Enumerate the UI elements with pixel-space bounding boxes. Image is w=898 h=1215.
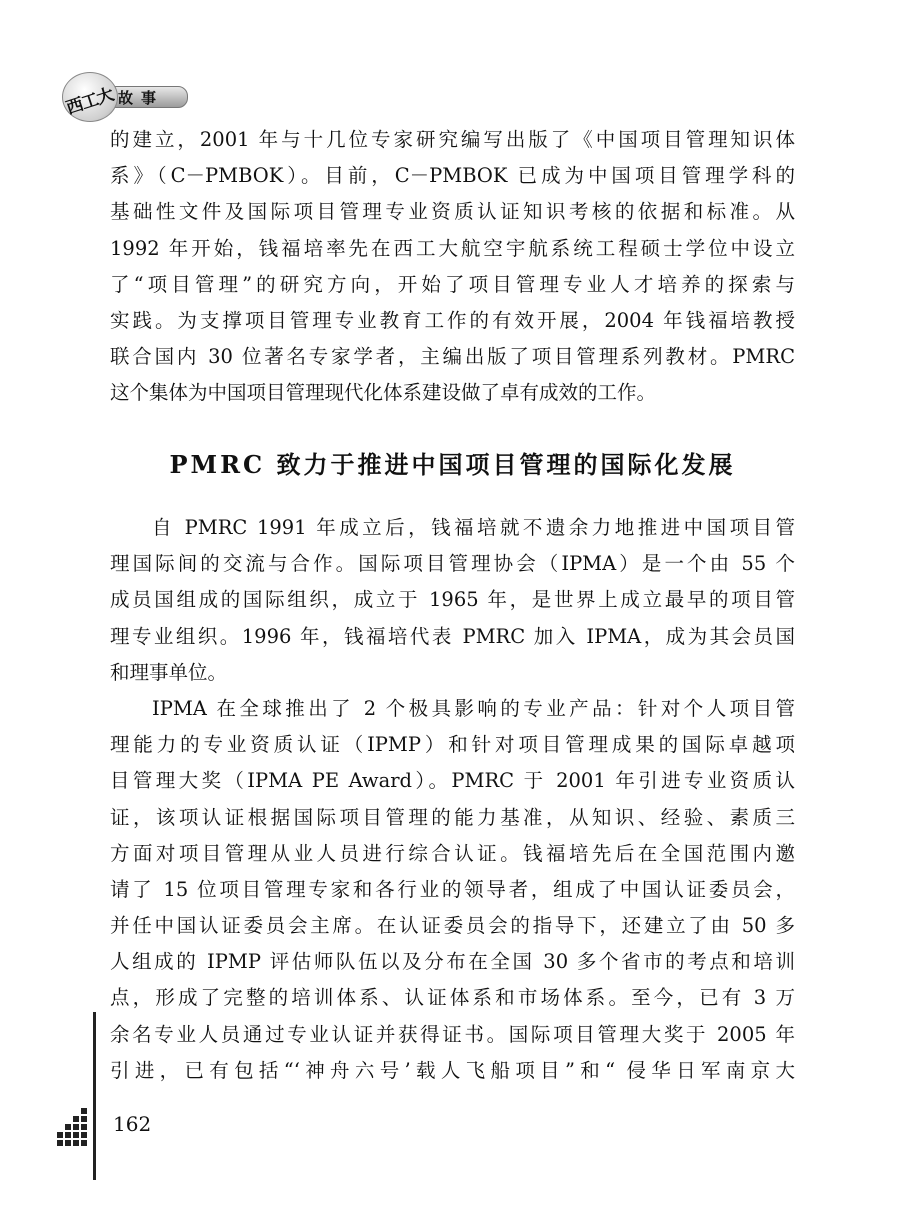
page-number: 162 — [113, 1112, 152, 1136]
continued-paragraph — [110, 122, 795, 412]
text-line: 请了 15 位项目管理专家和各行业的领导者，组成了中国认证委员会， — [110, 877, 795, 901]
university-logo — [62, 72, 118, 122]
text-line: 成员国组成的国际组织，成立于 1965 年，是世界上成立最早的项目管 — [110, 588, 795, 612]
text-line: 实践。为支撑项目管理专业教育工作的有效开展，2004 年钱福培教授 — [110, 308, 795, 332]
margin-rule — [93, 1012, 96, 1180]
section-heading: PMRC 致力于推进中国项目管理的国际化发展 — [169, 450, 736, 479]
text-line: 1992 年开始，钱福培率先在西工大航空宇航系统工程硕士学位中设立 — [110, 236, 795, 260]
text-line: 引进，已有包括“‘神舟六号’载人飞船项目”和“ 侵华日军南京大 — [110, 1058, 795, 1082]
text-line: IPMA 在全球推出了 2 个极具影响的专业产品：针对个人项目管 — [152, 696, 795, 720]
text-line: 并任中国认证委员会主席。在认证委员会的指导下，还建立了由 50 多 — [110, 914, 795, 938]
text-line: 了“项目管理”的研究方向，开始了项目管理专业人才培养的探索与 — [110, 272, 795, 296]
text-line: 余名专业人员通过专业认证并获得证书。国际项目管理大奖于 2005 年 — [110, 1022, 795, 1046]
text-line: 理专业组织。1996 年，钱福培代表 PMRC 加入 IPMA，成为其会员国 — [110, 624, 795, 648]
logo-text: 西工大 — [63, 84, 116, 119]
text-line: 的建立，2001 年与十几位专家研究编写出版了《中国项目管理知识体 — [110, 128, 795, 151]
text-line: 方面对项目管理从业人员进行综合认证。钱福培先后在全国范围内邀 — [110, 841, 795, 865]
text-line: 基础性文件及国际项目管理专业资质认证知识考核的依据和标准。从 — [110, 200, 795, 224]
text-line: 理国际间的交流与合作。国际项目管理协会（IPMA）是一个由 55 个 — [110, 552, 795, 576]
text-line: 系》（C－PMBOK）。目前，C－PMBOK 已成为中国项目管理学科的 — [110, 164, 795, 188]
text-line: 人组成的 IPMP 评估师队伍以及分布在全国 30 多个省市的考点和培训 — [110, 950, 795, 974]
text-line: 证，该项认证根据国际项目管理的能力基准，从知识、经验、素质三 — [110, 805, 795, 829]
text-line: 理能力的专业资质认证（IPMP）和针对项目管理成果的国际卓越项 — [110, 733, 795, 757]
text-line: 目管理大奖（IPMA PE Award）。PMRC 于 2001 年引进专业资质认 — [110, 769, 795, 793]
section-label: 故事 — [118, 89, 165, 107]
text-line: 联合国内 30 位著名专家学者，主编出版了项目管理系列教材。PMRC — [110, 345, 795, 369]
body-paragraphs — [110, 510, 795, 1089]
text-line: 点，形成了完整的培训体系、认证体系和市场体系。至今，已有 3 万 — [110, 986, 795, 1010]
header-badge — [62, 72, 186, 122]
text-line: 和理事单位。 — [110, 660, 228, 684]
text-line: 这个集体为中国项目管理现代化体系建设做了卓有成效的工作。 — [110, 381, 657, 405]
decorative-dot-grid — [55, 1108, 89, 1148]
text-line: 自 PMRC 1991 年成立后，钱福培就不遗余力地推进中国项目管 — [152, 516, 795, 539]
